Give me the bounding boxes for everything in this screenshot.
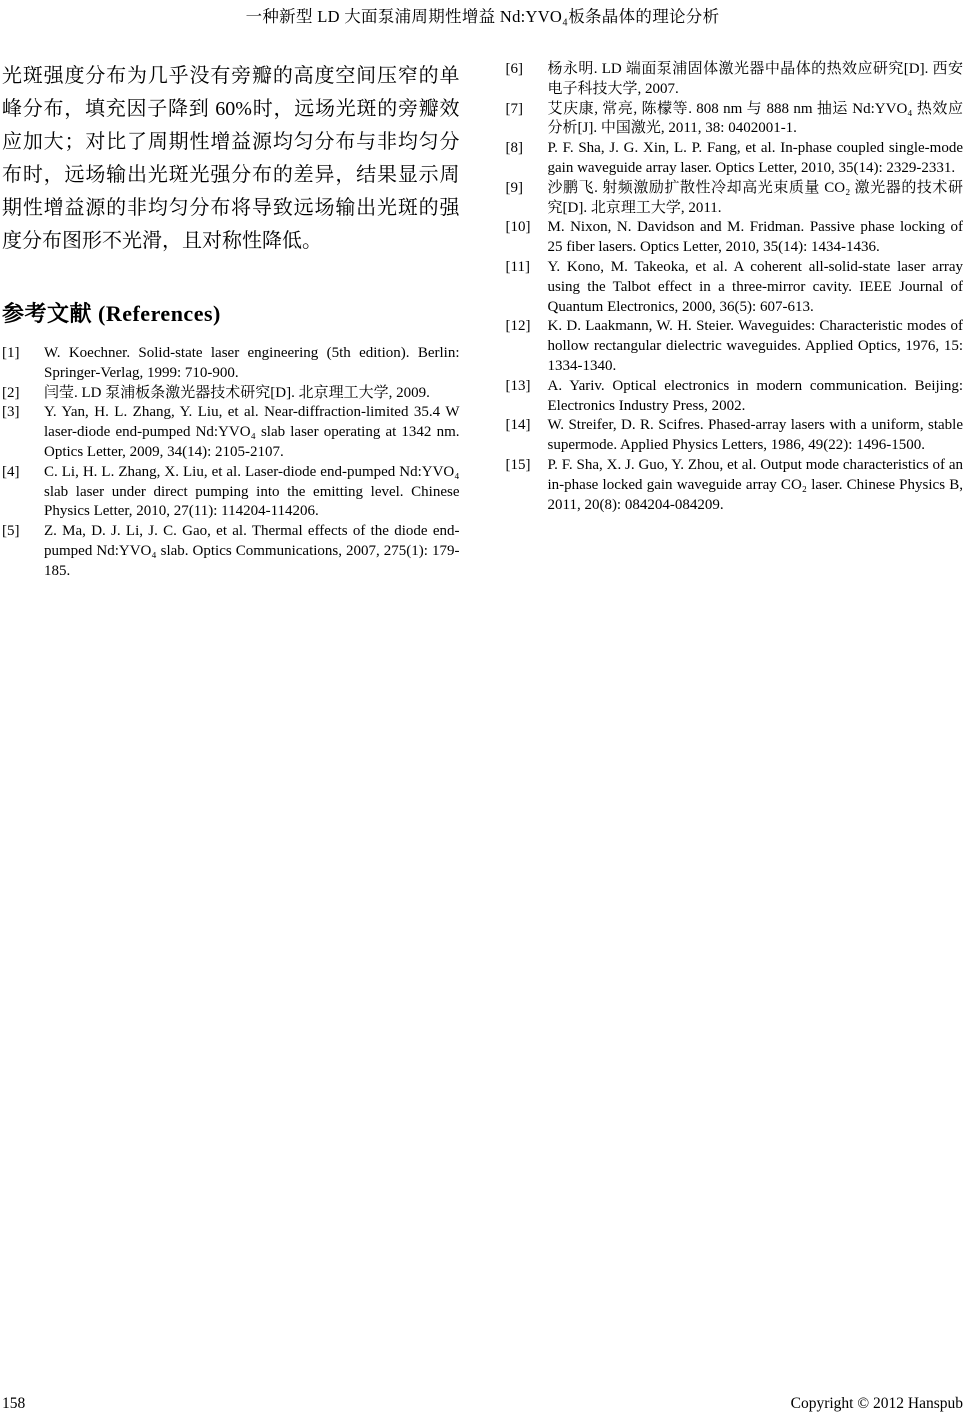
reference-text: P. F. Sha, J. G. Xin, L. P. Fang, et al. In-phase coupled single-mode gain waveguide array laser. Optics Letter, 2010, 35(14): 2329-2331. bbox=[547, 140, 963, 176]
reference-label: [13] bbox=[505, 377, 531, 394]
reference-label: [1] bbox=[2, 345, 20, 361]
reference-item bbox=[2, 463, 460, 522]
reference-text: A. Yariv. Optical electronics in modern communication. Beijing: Electronics Industry Press, 2002. bbox=[547, 377, 963, 414]
reference-text: C. Li, H. L. Zhang, X. Liu, et al. Laser-diode end-pumped Nd:YVO₄ slab laser under direct pumping into the emitting level. Chinese Physics Letter, 2010, 27(11): 114204-114206. bbox=[44, 463, 460, 520]
reference-label: [3] bbox=[2, 404, 20, 421]
reference-item bbox=[506, 139, 964, 179]
reference-label: [15] bbox=[505, 456, 531, 473]
reference-text: K. D. Laakmann, W. H. Steier. Waveguides: Characteristic modes of hollow rectangular dielectric waveguides. Applied Optics, 1976, 15: 1334-1340. bbox=[547, 318, 963, 374]
reference-item bbox=[506, 317, 964, 376]
reference-text: 沙鹏飞. 射频激励扩散性冷却高光束质量 CO₂ 激光器的技术研究[D]. 北京理工大学, 2011. bbox=[547, 179, 963, 216]
reference-text: M. Nixon, N. Davidson and M. Fridman. Passive phase locking of 25 fiber lasers. Optics Letter, 2010, 35(14): 1434-1436. bbox=[547, 219, 963, 256]
reference-label: [2] bbox=[2, 384, 20, 401]
reference-label: [4] bbox=[2, 463, 20, 480]
reference-item bbox=[2, 344, 460, 384]
reference-item bbox=[506, 456, 964, 515]
reference-text: 杨永明. LD 端面泵浦固体激光器中晶体的热效应研究[D]. 西安电子科技大学, 2007. bbox=[547, 61, 963, 97]
reference-item bbox=[506, 179, 964, 219]
reference-text: P. F. Sha, X. J. Guo, Y. Zhou, et al. Output mode characteristics of an in-phase locked gain waveguide array CO₂ laser. Chinese Physics B, 2011, 20(8): 084204-084209. bbox=[547, 456, 963, 513]
page-number: 158 bbox=[2, 1395, 26, 1412]
reference-text: W. Streifer, D. R. Scifres. Phased-array lasers with a uniform, stable supermode. Applied Physics Letters, 1986, 49(22): 1496-1500. bbox=[547, 417, 963, 454]
reference-label: [10] bbox=[505, 219, 531, 236]
reference-text: 闫莹. LD 泵浦板条激光器技术研究[D]. 北京理工大学, 2009. bbox=[44, 384, 430, 401]
reference-text: Z. Ma, D. J. Li, J. C. Gao, et al. Thermal effects of the diode end-pumped Nd:YVO₄ slab. Optics Communications, 2007, 275(1): 179-185. bbox=[44, 523, 460, 579]
two-column-layout bbox=[0, 60, 965, 582]
reference-item bbox=[506, 258, 964, 317]
reference-label: [11] bbox=[505, 258, 530, 275]
reference-item bbox=[506, 218, 964, 258]
reference-label: [14] bbox=[505, 417, 531, 434]
reference-item bbox=[506, 377, 964, 417]
reference-item bbox=[506, 60, 964, 100]
reference-item bbox=[506, 416, 964, 456]
right-column bbox=[506, 60, 964, 582]
reference-text: Y. Yan, H. L. Zhang, Y. Liu, et al. Near-diffraction-limited 35.4 W laser-diode end-pumped Nd:YVO₄ slab laser operating at 1342 nm. Optics Letter, 2009, 34(14): 2105-2107. bbox=[44, 404, 460, 460]
page-header bbox=[0, 0, 965, 27]
references-heading: 参考文献 (References) bbox=[2, 301, 221, 326]
reference-item bbox=[506, 100, 964, 140]
reference-label: [12] bbox=[505, 318, 531, 335]
body-paragraph: 光斑强度分布为几乎没有旁瓣的高度空间压窄的单峰分布，填充因子降到 60%时，远场光斑的旁瓣效应加大；对比了周期性增益源均匀分布与非均匀分布时，远场输出光斑光强分布的差异，结果显示周期性增益源的非均匀分布将导致远场输出光斑的强度分布图形不光滑，且对称性降低。 bbox=[2, 65, 460, 252]
running-title: 一种新型 LD 大面泵浦周期性增益 Nd:YVO₄板条晶体的理论分析 bbox=[245, 7, 720, 26]
reference-text: W. Koechner. Solid-state laser engineering (5th edition). Berlin: Springer-Verlag, 1999: 710-900. bbox=[44, 345, 460, 381]
reference-item bbox=[2, 403, 460, 462]
reference-item bbox=[2, 384, 460, 404]
references-list-right bbox=[506, 60, 964, 515]
reference-text: Y. Kono, M. Takeoka, et al. A coherent all-solid-state laser array using the Talbot effect in a three-mirror cavity. IEEE Journal of Quantum Electronics, 2000, 36(5): 607-613. bbox=[547, 258, 963, 315]
reference-label: [6] bbox=[505, 61, 523, 77]
reference-label: [5] bbox=[2, 523, 20, 540]
reference-item bbox=[2, 522, 460, 581]
reference-label: [9] bbox=[505, 179, 523, 196]
copyright-notice: Copyright © 2012 Hanspub bbox=[790, 1395, 963, 1412]
left-column bbox=[2, 60, 460, 582]
reference-label: [7] bbox=[505, 100, 523, 117]
page-footer bbox=[2, 1394, 963, 1414]
reference-label: [8] bbox=[505, 140, 523, 157]
references-list-left bbox=[2, 344, 460, 582]
reference-text: 艾庆康, 常亮, 陈檬等. 808 nm 与 888 nm 抽运 Nd:YVO₄ 热效应分析[J]. 中国激光, 2011, 38: 0402001-1. bbox=[547, 100, 963, 137]
